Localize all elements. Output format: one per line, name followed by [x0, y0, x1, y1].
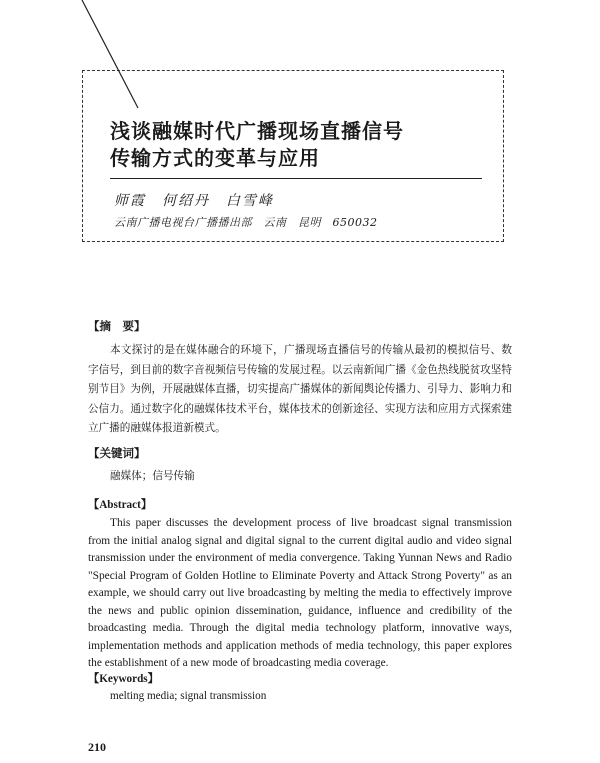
paper-title: [110, 118, 480, 172]
keywords-en-heading: 【Keywords】: [88, 673, 159, 685]
title-rule: [110, 178, 482, 179]
affiliation: 云南广播电视台广播播出部 云南 昆明 650032: [114, 216, 378, 229]
page-number: 210: [88, 740, 106, 754]
title-line-2: 传输方式的变革与应用: [110, 146, 320, 170]
authors: 师霞 何绍丹 白雪峰: [114, 193, 274, 209]
abstract-en-text: This paper discusses the development process of live broadcast signal transmission from the initial analog signal and digital signal to the current digital audio and video signal transmission under the environment of media convergence. Taking Yunnan News and Radio "Special Program of Golden Hotline to Eliminate Poverty and Attack Strong Poverty" as an example, we should carry out live broadcasting by melting the media to effectively improve the news and public opinion dissemination, guidance, influence and credibility of the broadcasting media. Through the digital media technology platform, innovative ways, implementation methods and application methods of media technology, this paper explores the establishment of a new mode of broadcasting media coverage.: [88, 517, 512, 669]
abstract-cn-heading: 【摘 要】: [88, 319, 146, 333]
title-line-1: 浅谈融媒时代广播现场直播信号: [110, 119, 404, 143]
decorative-diagonal-line: [80, 0, 140, 110]
keywords-cn-text: 融媒体；信号传输: [110, 470, 195, 482]
abstract-en-heading: 【Abstract】: [88, 499, 153, 511]
abstract-cn-text: 本文探讨的是在媒体融合的环境下，广播现场直播信号的传输从最初的模拟信号、数字信号，到目前的数字音视频信号传输的发展过程。以云南新闻广播《金色热线脱贫攻坚特别节目》为例，开展融媒体直播，切实提高广播媒体的新闻舆论传播力、引导力、影响力和公信力。通过数字化的融媒体技术平台，媒体技术的创新途径、实现方法和应用方式探索建立广播的融媒体报道新模式。: [88, 344, 512, 434]
keywords-en-text: melting media; signal transmission: [110, 690, 267, 702]
keywords-cn-heading: 【关键词】: [88, 446, 146, 460]
